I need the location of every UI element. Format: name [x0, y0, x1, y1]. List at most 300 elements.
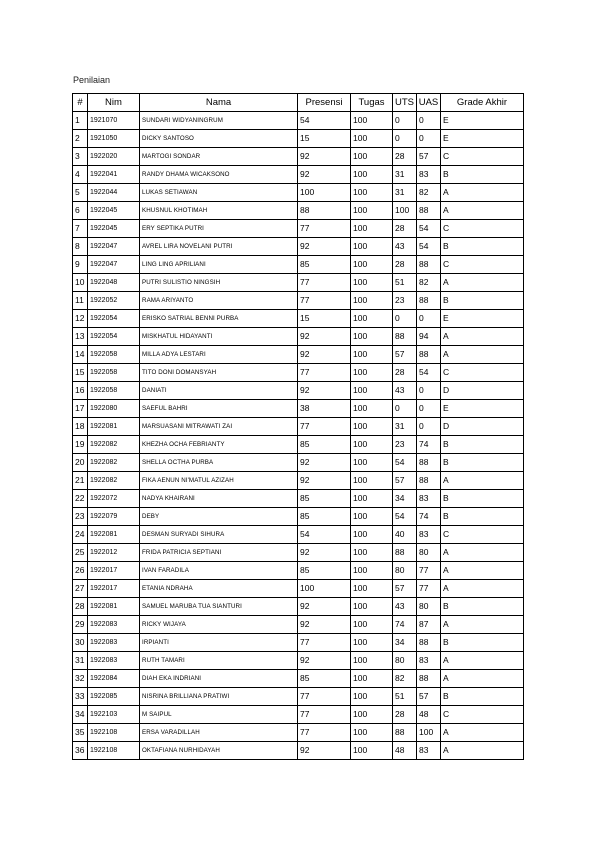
grade-cell: C	[441, 526, 524, 544]
nim-cell: 1922083	[88, 616, 140, 634]
nim-cell: 1922083	[88, 652, 140, 670]
tugas-cell: 100	[351, 274, 393, 292]
row-number: 17	[73, 400, 88, 418]
uas-cell: 88	[417, 454, 441, 472]
uas-cell: 83	[417, 490, 441, 508]
nama-cell: MARTOGI SONDAR	[140, 148, 298, 166]
presensi-cell: 15	[298, 310, 351, 328]
table-body	[73, 112, 524, 760]
row-number: 2	[73, 130, 88, 148]
tugas-cell: 100	[351, 130, 393, 148]
presensi-cell: 92	[298, 148, 351, 166]
uts-cell: 51	[393, 688, 417, 706]
table-row	[73, 274, 524, 292]
row-number: 34	[73, 706, 88, 724]
row-number: 22	[73, 490, 88, 508]
nama-cell: RUTH TAMARI	[140, 652, 298, 670]
row-number: 13	[73, 328, 88, 346]
nim-cell: 1922017	[88, 562, 140, 580]
column-header-uas: UAS	[417, 94, 441, 112]
uts-cell: 48	[393, 742, 417, 760]
uas-cell: 88	[417, 634, 441, 652]
nim-cell: 1922054	[88, 310, 140, 328]
presensi-cell: 85	[298, 508, 351, 526]
tugas-cell: 100	[351, 166, 393, 184]
grade-cell: A	[441, 274, 524, 292]
uts-cell: 28	[393, 706, 417, 724]
uts-cell: 0	[393, 310, 417, 328]
uas-cell: 88	[417, 472, 441, 490]
nim-cell: 1922047	[88, 238, 140, 256]
uts-cell: 43	[393, 238, 417, 256]
column-header-nama: Nama	[140, 94, 298, 112]
uts-cell: 74	[393, 616, 417, 634]
uas-cell: 94	[417, 328, 441, 346]
grade-cell: A	[441, 544, 524, 562]
uas-cell: 82	[417, 184, 441, 202]
presensi-cell: 77	[298, 292, 351, 310]
table-row	[73, 184, 524, 202]
grade-cell: C	[441, 364, 524, 382]
nama-cell: DANIATI	[140, 382, 298, 400]
table-row	[73, 670, 524, 688]
presensi-cell: 85	[298, 436, 351, 454]
table-row	[73, 580, 524, 598]
presensi-cell: 77	[298, 724, 351, 742]
column-header-uts: UTS	[393, 94, 417, 112]
row-number: 6	[73, 202, 88, 220]
uas-cell: 48	[417, 706, 441, 724]
nama-cell: ERY SEPTIKA PUTRI	[140, 220, 298, 238]
grade-cell: A	[441, 616, 524, 634]
uts-cell: 88	[393, 328, 417, 346]
grade-cell: E	[441, 400, 524, 418]
row-number: 19	[73, 436, 88, 454]
row-number: 16	[73, 382, 88, 400]
presensi-cell: 85	[298, 490, 351, 508]
table-row	[73, 202, 524, 220]
nama-cell: ERSA VARADILLAH	[140, 724, 298, 742]
uas-cell: 83	[417, 742, 441, 760]
nama-cell: IRPIANTI	[140, 634, 298, 652]
grade-cell: A	[441, 580, 524, 598]
presensi-cell: 85	[298, 562, 351, 580]
grade-cell: B	[441, 508, 524, 526]
nama-cell: ETANIA NDRAHA	[140, 580, 298, 598]
tugas-cell: 100	[351, 148, 393, 166]
presensi-cell: 92	[298, 652, 351, 670]
row-number: 10	[73, 274, 88, 292]
grade-cell: A	[441, 562, 524, 580]
uas-cell: 0	[417, 382, 441, 400]
nim-cell: 1922052	[88, 292, 140, 310]
table-row	[73, 346, 524, 364]
uas-cell: 54	[417, 238, 441, 256]
row-number: 31	[73, 652, 88, 670]
nama-cell: RANDY DHAMA WICAKSONO	[140, 166, 298, 184]
uts-cell: 88	[393, 544, 417, 562]
tugas-cell: 100	[351, 526, 393, 544]
uts-cell: 88	[393, 724, 417, 742]
row-number: 8	[73, 238, 88, 256]
nama-cell: NISRINA BRILLIANA PRATIWI	[140, 688, 298, 706]
row-number: 32	[73, 670, 88, 688]
nim-cell: 1922045	[88, 220, 140, 238]
tugas-cell: 100	[351, 220, 393, 238]
nim-cell: 1921070	[88, 112, 140, 130]
presensi-cell: 100	[298, 580, 351, 598]
uts-cell: 100	[393, 202, 417, 220]
uas-cell: 87	[417, 616, 441, 634]
nim-cell: 1922103	[88, 706, 140, 724]
row-number: 14	[73, 346, 88, 364]
presensi-cell: 77	[298, 634, 351, 652]
grade-cell: A	[441, 724, 524, 742]
nim-cell: 1922080	[88, 400, 140, 418]
grade-cell: E	[441, 310, 524, 328]
tugas-cell: 100	[351, 436, 393, 454]
table-header-row	[73, 94, 524, 112]
nama-cell: LUKAS SETIAWAN	[140, 184, 298, 202]
table-row	[73, 436, 524, 454]
uas-cell: 54	[417, 220, 441, 238]
presensi-cell: 85	[298, 256, 351, 274]
uts-cell: 57	[393, 472, 417, 490]
grade-cell: B	[441, 688, 524, 706]
uas-cell: 82	[417, 274, 441, 292]
table-row	[73, 310, 524, 328]
nim-cell: 1922047	[88, 256, 140, 274]
table-row	[73, 688, 524, 706]
nim-cell: 1922081	[88, 526, 140, 544]
table-row	[73, 238, 524, 256]
tugas-cell: 100	[351, 742, 393, 760]
presensi-cell: 92	[298, 598, 351, 616]
row-number: 9	[73, 256, 88, 274]
table-row	[73, 562, 524, 580]
presensi-cell: 77	[298, 418, 351, 436]
grade-cell: E	[441, 112, 524, 130]
table-row	[73, 472, 524, 490]
nim-cell: 1922081	[88, 418, 140, 436]
presensi-cell: 77	[298, 364, 351, 382]
table-row	[73, 616, 524, 634]
table-row	[73, 112, 524, 130]
nama-cell: OKTAFIANA NURHIDAYAH	[140, 742, 298, 760]
grade-cell: A	[441, 472, 524, 490]
row-number: 12	[73, 310, 88, 328]
nim-cell: 1922082	[88, 454, 140, 472]
presensi-cell: 88	[298, 202, 351, 220]
nama-cell: SUNDARI WIDYANINGRUM	[140, 112, 298, 130]
row-number: 11	[73, 292, 88, 310]
uts-cell: 80	[393, 562, 417, 580]
uts-cell: 0	[393, 130, 417, 148]
nim-cell: 1922079	[88, 508, 140, 526]
presensi-cell: 92	[298, 742, 351, 760]
tugas-cell: 100	[351, 256, 393, 274]
nim-cell: 1922054	[88, 328, 140, 346]
grade-cell: A	[441, 202, 524, 220]
tugas-cell: 100	[351, 562, 393, 580]
tugas-cell: 100	[351, 310, 393, 328]
nama-cell: DEBY	[140, 508, 298, 526]
column-header-grade-akhir: Grade Akhir	[441, 94, 524, 112]
nim-cell: 1922058	[88, 346, 140, 364]
nama-cell: M SAIPUL	[140, 706, 298, 724]
row-number: 24	[73, 526, 88, 544]
uts-cell: 57	[393, 580, 417, 598]
row-number: 7	[73, 220, 88, 238]
uas-cell: 80	[417, 598, 441, 616]
presensi-cell: 92	[298, 346, 351, 364]
nim-cell: 1922081	[88, 598, 140, 616]
uas-cell: 88	[417, 670, 441, 688]
grade-cell: A	[441, 742, 524, 760]
uas-cell: 88	[417, 292, 441, 310]
row-number: 30	[73, 634, 88, 652]
table-row	[73, 364, 524, 382]
row-number: 4	[73, 166, 88, 184]
tugas-cell: 100	[351, 490, 393, 508]
uas-cell: 77	[417, 562, 441, 580]
nama-cell: DIAH EKA INDRIANI	[140, 670, 298, 688]
uts-cell: 28	[393, 148, 417, 166]
nama-cell: MISKHATUL HIDAYANTI	[140, 328, 298, 346]
grade-cell: A	[441, 652, 524, 670]
nama-cell: PUTRI SULISTIO NINGSIH	[140, 274, 298, 292]
nama-cell: ERISKO SATRIAL BENNI PURBA	[140, 310, 298, 328]
presensi-cell: 54	[298, 526, 351, 544]
tugas-cell: 100	[351, 328, 393, 346]
tugas-cell: 100	[351, 670, 393, 688]
uas-cell: 0	[417, 400, 441, 418]
uas-cell: 0	[417, 112, 441, 130]
table-row	[73, 742, 524, 760]
table-row	[73, 706, 524, 724]
uas-cell: 77	[417, 580, 441, 598]
grades-table	[72, 93, 524, 760]
column-header-tugas: Tugas	[351, 94, 393, 112]
nama-cell: SHELLA OCTHA PURBA	[140, 454, 298, 472]
table-row	[73, 130, 524, 148]
uts-cell: 31	[393, 418, 417, 436]
uts-cell: 43	[393, 598, 417, 616]
table-row	[73, 544, 524, 562]
presensi-cell: 15	[298, 130, 351, 148]
presensi-cell: 85	[298, 670, 351, 688]
page-title: Penilaian	[73, 75, 111, 85]
tugas-cell: 100	[351, 598, 393, 616]
presensi-cell: 77	[298, 688, 351, 706]
row-number: 18	[73, 418, 88, 436]
grade-cell: C	[441, 706, 524, 724]
grade-cell: A	[441, 670, 524, 688]
column-header-presensi: Presensi	[298, 94, 351, 112]
uts-cell: 23	[393, 436, 417, 454]
uas-cell: 74	[417, 436, 441, 454]
presensi-cell: 92	[298, 382, 351, 400]
nim-cell: 1922108	[88, 724, 140, 742]
nama-cell: KHUSNUL KHOTIMAH	[140, 202, 298, 220]
tugas-cell: 100	[351, 472, 393, 490]
nim-cell: 1922045	[88, 202, 140, 220]
grade-cell: B	[441, 634, 524, 652]
uas-cell: 88	[417, 256, 441, 274]
tugas-cell: 100	[351, 382, 393, 400]
uas-cell: 0	[417, 130, 441, 148]
grade-cell: B	[441, 490, 524, 508]
nim-cell: 1922084	[88, 670, 140, 688]
uts-cell: 54	[393, 508, 417, 526]
uts-cell: 40	[393, 526, 417, 544]
tugas-cell: 100	[351, 418, 393, 436]
grade-cell: C	[441, 148, 524, 166]
presensi-cell: 92	[298, 454, 351, 472]
nim-cell: 1922041	[88, 166, 140, 184]
uts-cell: 31	[393, 184, 417, 202]
nim-cell: 1922044	[88, 184, 140, 202]
row-number: 3	[73, 148, 88, 166]
uts-cell: 43	[393, 382, 417, 400]
nama-cell: RICKY WIJAYA	[140, 616, 298, 634]
tugas-cell: 100	[351, 580, 393, 598]
tugas-cell: 100	[351, 292, 393, 310]
table-row	[73, 418, 524, 436]
presensi-cell: 77	[298, 220, 351, 238]
uas-cell: 0	[417, 418, 441, 436]
uts-cell: 82	[393, 670, 417, 688]
uas-cell: 83	[417, 652, 441, 670]
row-number: 1	[73, 112, 88, 130]
uts-cell: 28	[393, 364, 417, 382]
tugas-cell: 100	[351, 706, 393, 724]
nama-cell: TITO DONI DOMANSYAH	[140, 364, 298, 382]
uts-cell: 28	[393, 256, 417, 274]
uts-cell: 28	[393, 220, 417, 238]
uts-cell: 34	[393, 634, 417, 652]
uas-cell: 83	[417, 526, 441, 544]
grade-cell: B	[441, 238, 524, 256]
uts-cell: 31	[393, 166, 417, 184]
presensi-cell: 92	[298, 544, 351, 562]
grade-cell: A	[441, 184, 524, 202]
uas-cell: 74	[417, 508, 441, 526]
uas-cell: 57	[417, 148, 441, 166]
row-number: 33	[73, 688, 88, 706]
table-row	[73, 166, 524, 184]
uts-cell: 0	[393, 400, 417, 418]
tugas-cell: 100	[351, 364, 393, 382]
tugas-cell: 100	[351, 688, 393, 706]
table-row	[73, 508, 524, 526]
uas-cell: 57	[417, 688, 441, 706]
nama-cell: AVREL LIRA NOVELANI PUTRI	[140, 238, 298, 256]
nim-cell: 1922085	[88, 688, 140, 706]
nim-cell: 1922048	[88, 274, 140, 292]
uas-cell: 54	[417, 364, 441, 382]
uas-cell: 83	[417, 166, 441, 184]
table-row	[73, 634, 524, 652]
row-number: 20	[73, 454, 88, 472]
grade-cell: E	[441, 130, 524, 148]
uas-cell: 0	[417, 310, 441, 328]
tugas-cell: 100	[351, 724, 393, 742]
nim-cell: 1922012	[88, 544, 140, 562]
tugas-cell: 100	[351, 184, 393, 202]
table-row	[73, 490, 524, 508]
nama-cell: DESMAN SURYADI SIHURA	[140, 526, 298, 544]
tugas-cell: 100	[351, 112, 393, 130]
nim-cell: 1922017	[88, 580, 140, 598]
table-row	[73, 598, 524, 616]
table-row	[73, 148, 524, 166]
nama-cell: SAMUEL MARUBA TUA SIANTURI	[140, 598, 298, 616]
nim-cell: 1922058	[88, 364, 140, 382]
uts-cell: 34	[393, 490, 417, 508]
nama-cell: SAEFUL BAHRI	[140, 400, 298, 418]
grade-cell: B	[441, 598, 524, 616]
uts-cell: 54	[393, 454, 417, 472]
table-row	[73, 724, 524, 742]
nim-cell: 1922082	[88, 472, 140, 490]
row-number: 28	[73, 598, 88, 616]
grade-cell: B	[441, 292, 524, 310]
presensi-cell: 92	[298, 328, 351, 346]
grade-cell: B	[441, 166, 524, 184]
row-number: 26	[73, 562, 88, 580]
row-number: 25	[73, 544, 88, 562]
presensi-cell: 92	[298, 238, 351, 256]
presensi-cell: 92	[298, 616, 351, 634]
nama-cell: LING LING APRILIANI	[140, 256, 298, 274]
uts-cell: 57	[393, 346, 417, 364]
nama-cell: RAMA ARIYANTO	[140, 292, 298, 310]
table-row	[73, 292, 524, 310]
column-header-nim: Nim	[88, 94, 140, 112]
row-number: 5	[73, 184, 88, 202]
uts-cell: 51	[393, 274, 417, 292]
grade-cell: B	[441, 436, 524, 454]
nama-cell: KHEZHA OCHA FEBRIANTY	[140, 436, 298, 454]
row-number: 29	[73, 616, 88, 634]
column-header-number: #	[73, 94, 88, 112]
row-number: 27	[73, 580, 88, 598]
nama-cell: MARSUASANI MITRAWATI ZAI	[140, 418, 298, 436]
row-number: 21	[73, 472, 88, 490]
tugas-cell: 100	[351, 634, 393, 652]
tugas-cell: 100	[351, 400, 393, 418]
row-number: 15	[73, 364, 88, 382]
uts-cell: 23	[393, 292, 417, 310]
presensi-cell: 77	[298, 274, 351, 292]
nim-cell: 1922058	[88, 382, 140, 400]
grade-cell: D	[441, 418, 524, 436]
nim-cell: 1922083	[88, 634, 140, 652]
uas-cell: 80	[417, 544, 441, 562]
tugas-cell: 100	[351, 346, 393, 364]
tugas-cell: 100	[351, 544, 393, 562]
nama-cell: FRIDA PATRICIA SEPTIANI	[140, 544, 298, 562]
uas-cell: 88	[417, 202, 441, 220]
presensi-cell: 38	[298, 400, 351, 418]
nama-cell: FIKA AENUN NI'MATUL AZIZAH	[140, 472, 298, 490]
table-row	[73, 652, 524, 670]
grade-cell: C	[441, 220, 524, 238]
presensi-cell: 100	[298, 184, 351, 202]
presensi-cell: 77	[298, 706, 351, 724]
uts-cell: 0	[393, 112, 417, 130]
